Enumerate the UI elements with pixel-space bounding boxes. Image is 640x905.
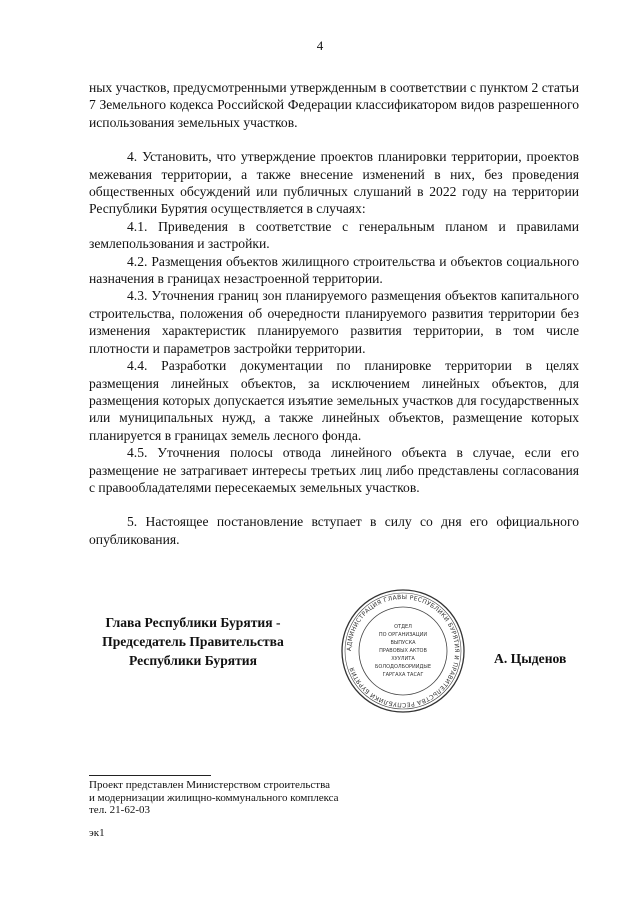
seal-text-line: ХУУЛИТА (391, 656, 415, 662)
page-number: 4 (316, 38, 324, 53)
position-line: Председатель Правительства (102, 634, 284, 649)
seal-text-line: ПО ОРГАНИЗАЦИИ (378, 632, 428, 638)
footnote-line: и модернизации жилищно-коммунального комплекса (89, 791, 339, 804)
paragraph-4-2: 4.2. Размещения объектов жилищного строительства и объектов социального назначения в границах незастроенной территории. (89, 253, 579, 287)
footnote-divider (89, 775, 211, 776)
paragraph-4-4: 4.4. Разработки документации по планировке территории в целях размещения линейных объектов, за исключением линейных объектов, для размещения которых допускается изъятие земельных участков для государственных или муниципальных нужд, а также линейных объектов, размещение которых планируется в границах земель лесного фонда. (89, 358, 579, 443)
seal-text-line: БОЛОДОЛБОРИИДЫЕ (374, 664, 432, 670)
seal-text-line: ГАРГАХА ТАСАГ (382, 672, 424, 678)
document-code: эк1 (89, 827, 105, 839)
paragraph-continuation: ных участков, предусмотренными утвержденным в соответствии с пунктом 2 статьи 7 Земельного кодекса Российской Федерации классификатором видов разрешенного использования земельных участков. (89, 80, 579, 130)
position-line: Глава Республики Бурятия - (105, 615, 281, 630)
paragraph-4: 4. Установить, что утверждение проектов планировки территории, проектов межевания территории, а также внесение изменений в них, без проведения общественных обсуждений или публичных слушаний в 2022 году на территории Республики Бурятия осуществляется в случаях: (89, 149, 579, 217)
paragraph-5: 5. Настоящее постановление вступает в силу со дня его официального опубликования. (89, 514, 579, 547)
seal-text-line: ОТДЕЛ (394, 624, 412, 630)
footnote-line: тел. 21-62-03 (89, 804, 151, 817)
footnote-line: Проект представлен Министерством строительства (89, 779, 331, 791)
signatory-position (88, 613, 298, 670)
document-body (89, 79, 579, 548)
seal-text-line: ПРАВОВЫХ АКТОВ (379, 648, 427, 654)
paragraph-4-5: 4.5. Уточнения полосы отвода линейного объекта в случае, если его размещение не затрагивает интересы третьих лиц либо представлены согласования с правообладателями пересекаемых земельных участков. (89, 445, 579, 495)
signatory-name: А. Цыденов (494, 651, 567, 666)
seal-text-line: ВЫПУСКА (390, 640, 416, 646)
official-seal (340, 588, 466, 714)
paragraph-4-3: 4.3. Уточнения границ зон планируемого размещения объектов капитального строительства, положения об очередности планируемого развития территории без изменения характеристик планируемого развития территории, в том числе плотности и параметров застройки территории. (89, 288, 579, 356)
svg-text:АДМИНИСТРАЦИЯ ГЛАВЫ РЕСПУБЛИКИ: АДМИНИСТРАЦИЯ ГЛАВЫ РЕСПУБЛИКИ БУРЯТИЯ И ПРАВИТЕЛЬСТВА РЕСПУБЛИКИ БУРЯТИЯ (345, 593, 461, 709)
footnote (89, 779, 449, 817)
paragraph-4-1: 4.1. Приведения в соответствие с генеральным планом и правилами землепользования и застройки. (89, 218, 579, 252)
position-line: Республики Бурятия (128, 653, 257, 668)
